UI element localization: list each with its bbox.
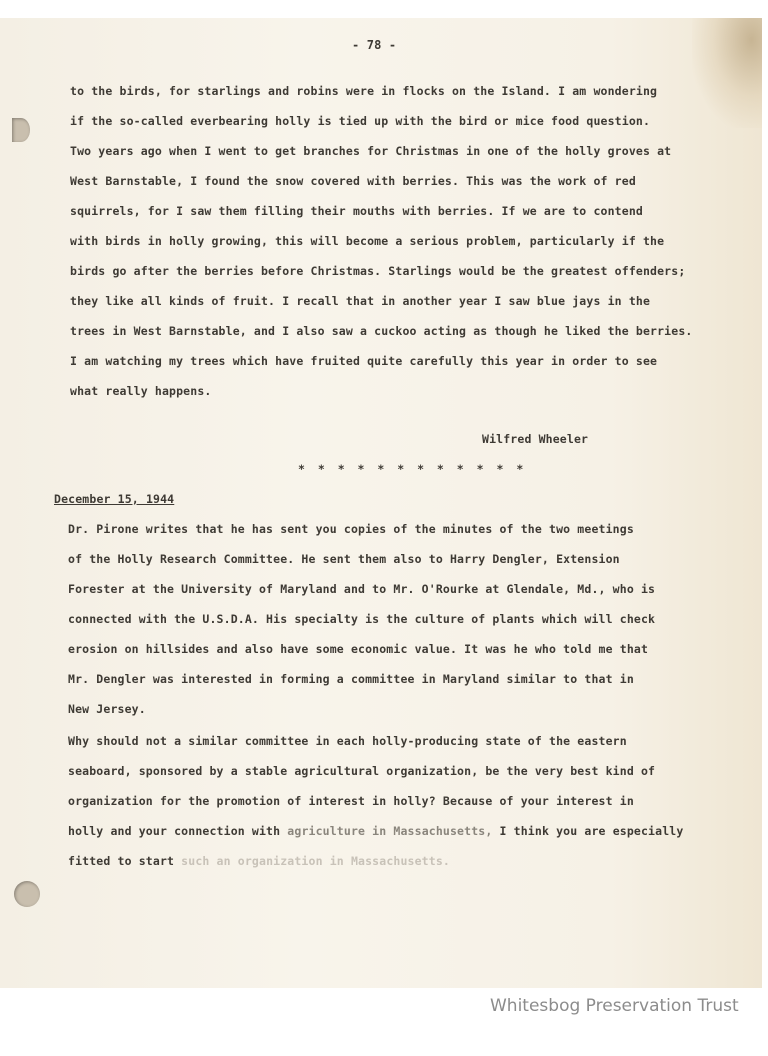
paragraph-1-line: I am watching my trees which have fruited quite carefully this year in order to see [70, 354, 658, 368]
paragraph-2-line: Dr. Pirone writes that he has sent you copies of the minutes of the two meetings [68, 522, 634, 536]
paragraph-3-line: organization for the promotion of interest in holly? Because of your interest in [68, 794, 634, 808]
paragraph-1-line: Two years ago when I went to get branches for Christmas in one of the holly groves at [70, 144, 672, 158]
paragraph-1-line: trees in West Barnstable, and I also saw a cuckoo acting as though he liked the berries. [70, 324, 693, 338]
page-number: - 78 - [352, 38, 397, 52]
paragraph-1-line: if the so-called everbearing holly is tied up with the bird or mice food question. [70, 114, 651, 128]
paragraph-2-line: connected with the U.S.D.A. His specialty is the culture of plants which will check [68, 612, 656, 626]
paragraph-2-line: Forester at the University of Maryland and to Mr. O'Rourke at Glendale, Md., who is [68, 582, 656, 596]
paragraph-2-line: of the Holly Research Committee. He sent them also to Harry Dengler, Extension [68, 552, 620, 566]
paragraph-3-faded-line [68, 824, 683, 838]
faded-line-end: I think you are especially [492, 824, 684, 838]
date-heading: December 15, 1944 [54, 492, 175, 506]
paragraph-1-line: squirrels, for I saw them filling their mouths with berries. If we are to contend [70, 204, 643, 218]
paragraph-2-line: New Jersey. [68, 702, 146, 716]
paragraph-2-line: Mr. Dengler was interested in forming a committee in Maryland similar to that in [68, 672, 634, 686]
watermark: Whitesbog Preservation Trust [490, 996, 739, 1016]
paragraph-3-line: Why should not a similar committee in each holly-producing state of the eastern [68, 734, 627, 748]
paragraph-1-line: what really happens. [70, 384, 212, 398]
punch-hole-top [12, 118, 30, 142]
paragraph-1-line: birds go after the berries before Christmas. Starlings would be the greatest offenders; [70, 264, 686, 278]
typed-letter-page [0, 18, 762, 988]
paragraph-1-line: West Barnstable, I found the snow covered with berries. This was the work of red [70, 174, 636, 188]
punch-hole-bottom [14, 881, 40, 907]
paragraph-2-line: erosion on hillsides and also have some economic value. It was he who told me that [68, 642, 649, 656]
faded-line-start: holly and your connection with [68, 824, 281, 838]
faded-line-start: fitted to start [68, 854, 175, 868]
paragraph-3-faded-line [68, 854, 450, 868]
paragraph-1-line: to the birds, for starlings and robins were in flocks on the Island. I am wondering [70, 84, 658, 98]
faded-line-end: such an organization in Massachusetts. [174, 854, 450, 868]
signature: Wilfred Wheeler [482, 432, 589, 446]
paragraph-1-line: they like all kinds of fruit. I recall that in another year I saw blue jays in the [70, 294, 651, 308]
faded-line-middle: agriculture in Massachusetts, [280, 824, 493, 838]
section-separator: * * * * * * * * * * * * [298, 462, 527, 476]
paragraph-3-line: seaboard, sponsored by a stable agricultural organization, be the very best kind of [68, 764, 656, 778]
paragraph-1-line: with birds in holly growing, this will become a serious problem, particularly if the [70, 234, 665, 248]
